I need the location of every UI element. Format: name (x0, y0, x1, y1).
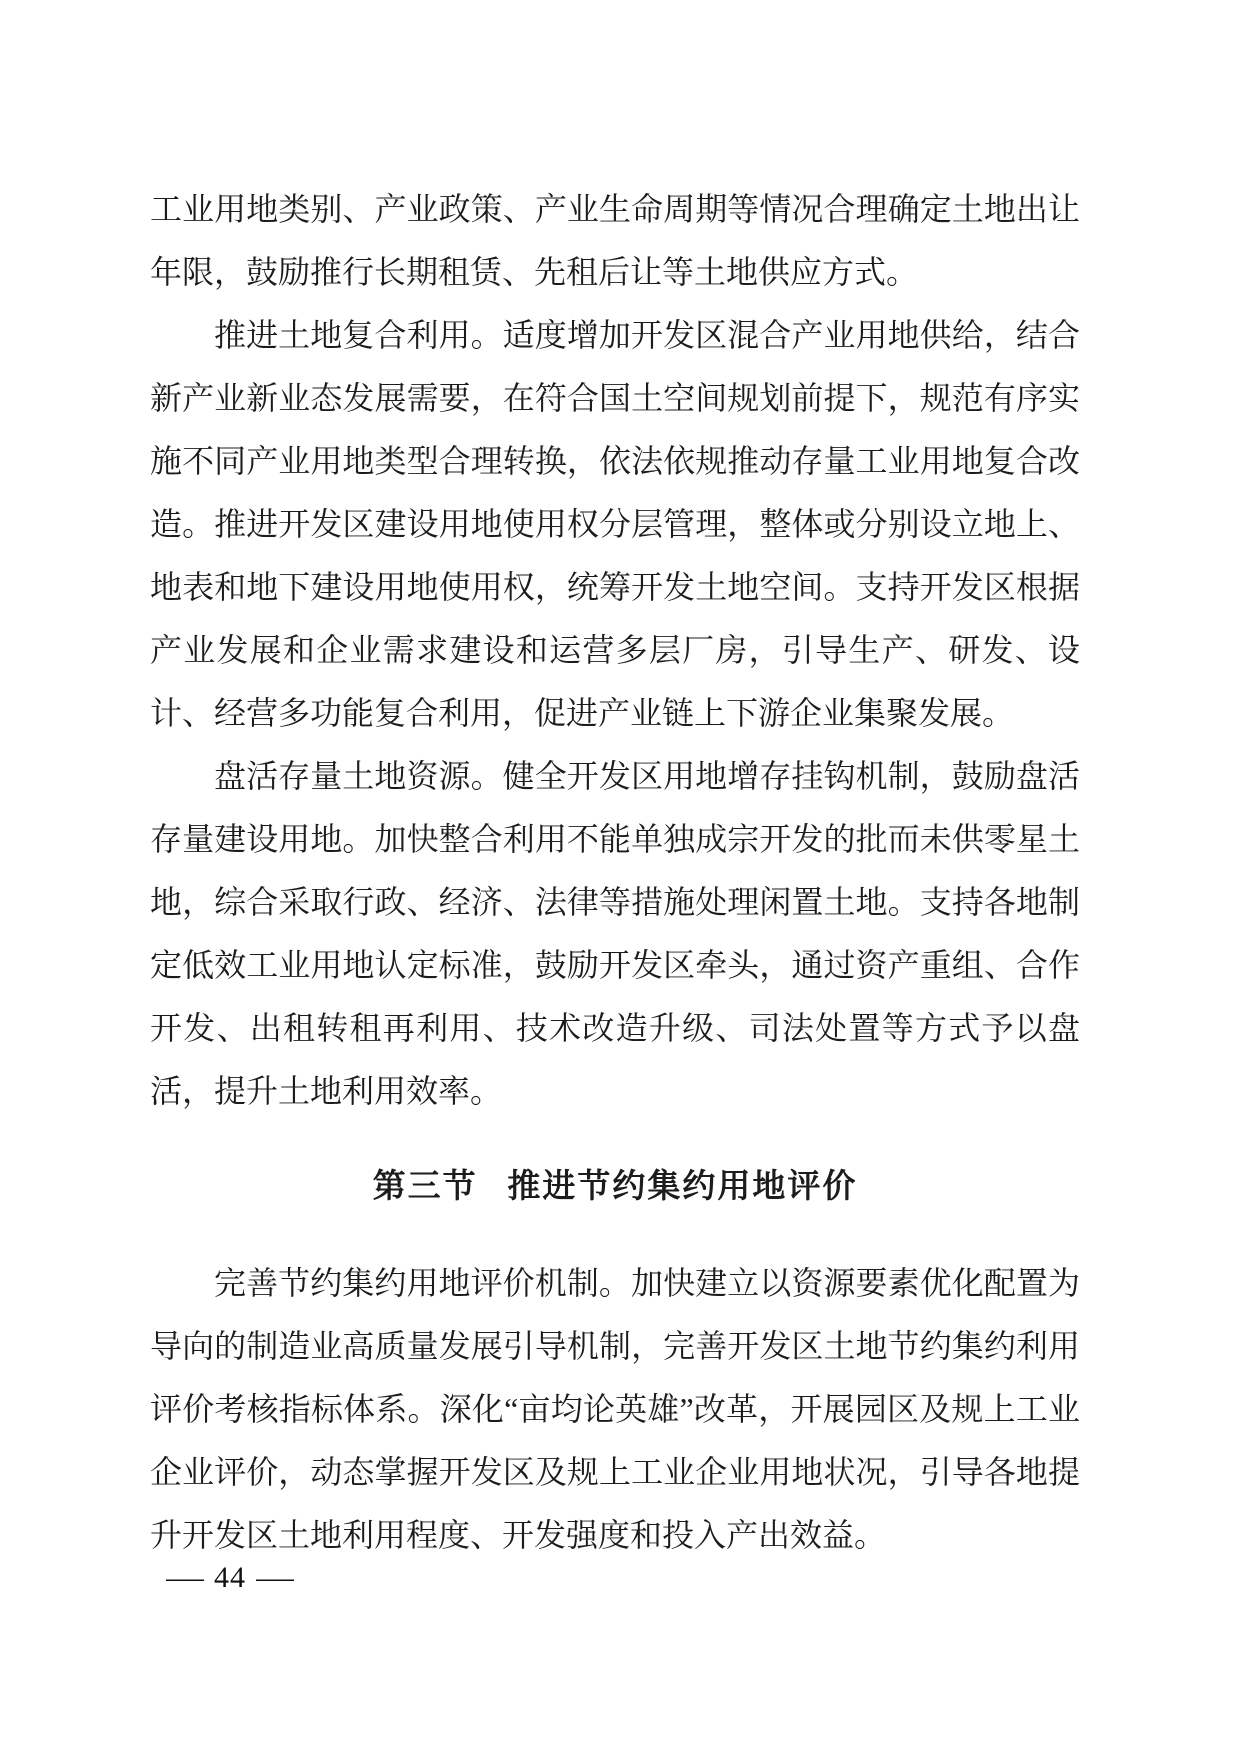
paragraph-revitalize-land-stock: 盘活存量土地资源。健全开发区用地增存挂钩机制，鼓励盘活存量建设用地。加快整合利用不能单独成宗开发的批而未供零星土地，综合采取行政、经济、法律等措施处理闲置土地。支持各地制定低效工业用地认定标准，鼓励开发区牵头，通过资产重组、合作开发、出租转租再利用、技术改造升级、司法处置等方式予以盘活，提升土地利用效率。 (150, 758, 1080, 1109)
page-content (150, 178, 1080, 1567)
paragraph-evaluation-mechanism: 完善节约集约用地评价机制。加快建立以资源要素优化配置为导向的制造业高质量发展引导机制，完善开发区土地节约集约利用评价考核指标体系。深化“亩均论英雄”改革，开展园区及规上工业企业评价，动态掌握开发区及规上工业企业用地状况，引导各地提升开发区土地利用程度、开发强度和投入产出效益。 (150, 1265, 1080, 1553)
section-heading (150, 1156, 1080, 1219)
section-number: 第三节 (372, 1169, 478, 1205)
footer-dash-right: — (256, 1561, 294, 1594)
footer-dash-left: — (166, 1561, 204, 1594)
page-footer (166, 1558, 294, 1598)
page-number: 44 (214, 1561, 246, 1594)
paragraph-continuation: 工业用地类别、产业政策、产业生命周期等情况合理确定土地出让年限，鼓励推行长期租赁、先租后让等土地供应方式。 (150, 191, 1080, 290)
paragraph-land-composite-use: 推进土地复合利用。适度增加开发区混合产业用地供给，结合新产业新业态发展需要，在符合国土空间规划前提下，规范有序实施不同产业用地类型合理转换，依法依规推动存量工业用地复合改造。推进开发区建设用地使用权分层管理，整体或分别设立地上、地表和地下建设用地使用权，统筹开发土地空间。支持开发区根据产业发展和企业需求建设和运营多层厂房，引导生产、研发、设计、经营多功能复合利用，促进产业链上下游企业集聚发展。 (150, 317, 1080, 731)
section-title: 推进节约集约用地评价 (507, 1169, 858, 1205)
